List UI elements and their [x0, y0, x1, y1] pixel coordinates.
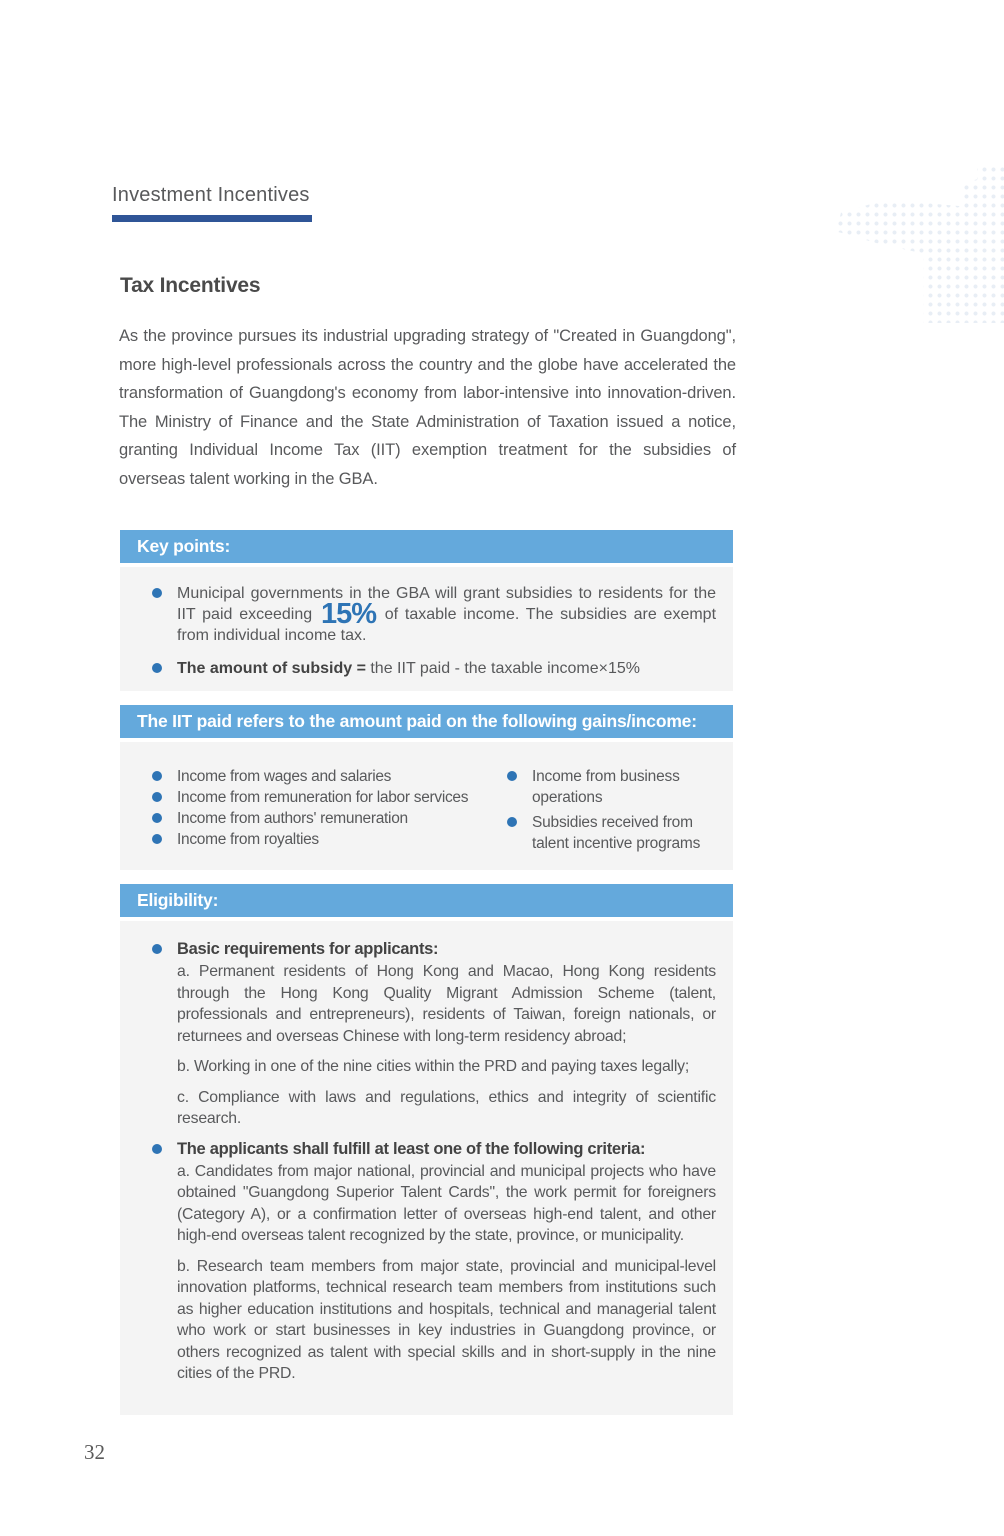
income-type: Income from remuneration for labor services: [177, 789, 469, 806]
income-type: Income from wages and salaries: [177, 768, 392, 785]
income-type: Income from business operations: [532, 768, 680, 806]
iit-panel: [120, 742, 733, 870]
bullet-dot-icon: [507, 771, 517, 781]
chapter-header: Investment Incentives: [112, 184, 310, 206]
list-item: [120, 939, 733, 960]
eligibility-group-criteria: [120, 1139, 733, 1385]
eligibility-item-title: The applicants shall fulfill at least one of the following criteria:: [177, 1139, 646, 1158]
eligibility-panel: [120, 921, 733, 1415]
key-points-heading: Key points:: [137, 536, 231, 556]
iit-heading-bar: [120, 705, 733, 738]
bullet-dot-icon: [152, 834, 162, 844]
intro-paragraph: As the province pursues its industrial upgrading strategy of "Created in Guangdong", more high-level professionals across the country and the globe have accelerated the transformation of Guangdong's economy from labor-intensive into innovation-driven. The Ministry of Finance and the State Administration of Taxation issued a notice, granting Individual Income Tax (IIT) exemption treatment for the subsidies of overseas talent working in the GBA.: [119, 327, 736, 488]
eligibility-paragraph: a. Permanent residents of Hong Kong and Macao, Hong Kong residents through the Hong Kong Quality Migrant Admission Scheme (talent, professionals and entrepreneurs), residents of Taiwan, foreign nationals, or returnees and overseas Chinese with long-term residency abroad;: [177, 963, 716, 1045]
world-map-dots-decoration: [836, 165, 1004, 323]
list-item: [120, 808, 485, 829]
bullet-dot-icon: [507, 817, 517, 827]
eligibility-item-title: Basic requirements for applicants:: [177, 940, 439, 958]
bullet-dot-icon: [152, 588, 162, 598]
subsidy-formula: the IIT paid - the taxable income×15%: [370, 660, 641, 677]
key-point-1-post: of taxable income. The subsidies are exempt from individual income tax.: [177, 606, 717, 644]
bullet-dot-icon: [152, 944, 162, 954]
iit-heading: The IIT paid refers to the amount paid on the following gains/income:: [137, 711, 697, 731]
eligibility-paragraph: b. Working in one of the nine cities within the PRD and paying taxes legally;: [177, 1058, 690, 1075]
key-points-heading-bar: [120, 530, 733, 563]
chapter-header-underline: [112, 215, 312, 222]
list-item: [120, 1139, 733, 1160]
list-item: [485, 812, 733, 854]
key-point-text: [177, 658, 733, 679]
highlight-percentage: 15%: [320, 598, 376, 630]
list-item: [120, 829, 485, 850]
page-number: 32: [84, 1440, 105, 1464]
income-type: Income from royalties: [177, 831, 319, 848]
eligibility-paragraph: a. Candidates from major national, provincial and municipal projects who have obtained "Guangdong Superior Talent Cards", the work permit for foreigners (Category A), or a confirmation letter of overseas high-end talent, and other high-end overseas talent recognized by the state, province, or municipality.: [177, 1162, 716, 1244]
eligibility-heading: Eligibility:: [137, 890, 219, 910]
key-point-text: [177, 583, 733, 646]
income-type: Income from authors' remuneration: [177, 810, 408, 827]
income-list-right: [485, 766, 733, 858]
key-point-1-pre: Municipal governments in the GBA will grant subsidies to residents for the IIT paid exceeding: [177, 585, 716, 623]
list-item: [120, 766, 485, 787]
list-item: [120, 583, 733, 646]
bullet-dot-icon: [152, 1144, 162, 1154]
bullet-dot-icon: [152, 771, 162, 781]
list-item: [120, 658, 733, 679]
eligibility-group-basic-requirements: [120, 939, 733, 1130]
income-type: Subsidies received from talent incentive programs: [532, 814, 701, 852]
eligibility-heading-bar: [120, 884, 733, 917]
eligibility-paragraph: b. Research team members from major state, provincial and municipal-level innovation platforms, technical research team members from institutions such as higher education institutions and hospitals, technical and managerial talent who work or start businesses in key industries in Guangdong province, or others recognized as talent with special skills and in short-supply in the nine cities of the PRD.: [177, 1257, 716, 1382]
eligibility-paragraph: c. Compliance with laws and regulations, ethics and integrity of scientific research.: [177, 1088, 716, 1127]
bullet-dot-icon: [152, 792, 162, 802]
subsidy-formula-label: The amount of subsidy =: [177, 660, 371, 677]
income-list-left: [120, 766, 485, 858]
bullet-dot-icon: [152, 663, 162, 673]
key-points-panel: [120, 567, 733, 691]
list-item: [120, 787, 485, 808]
bullet-dot-icon: [152, 813, 162, 823]
page-title: Tax Incentives: [120, 274, 261, 297]
list-item: [485, 766, 733, 808]
